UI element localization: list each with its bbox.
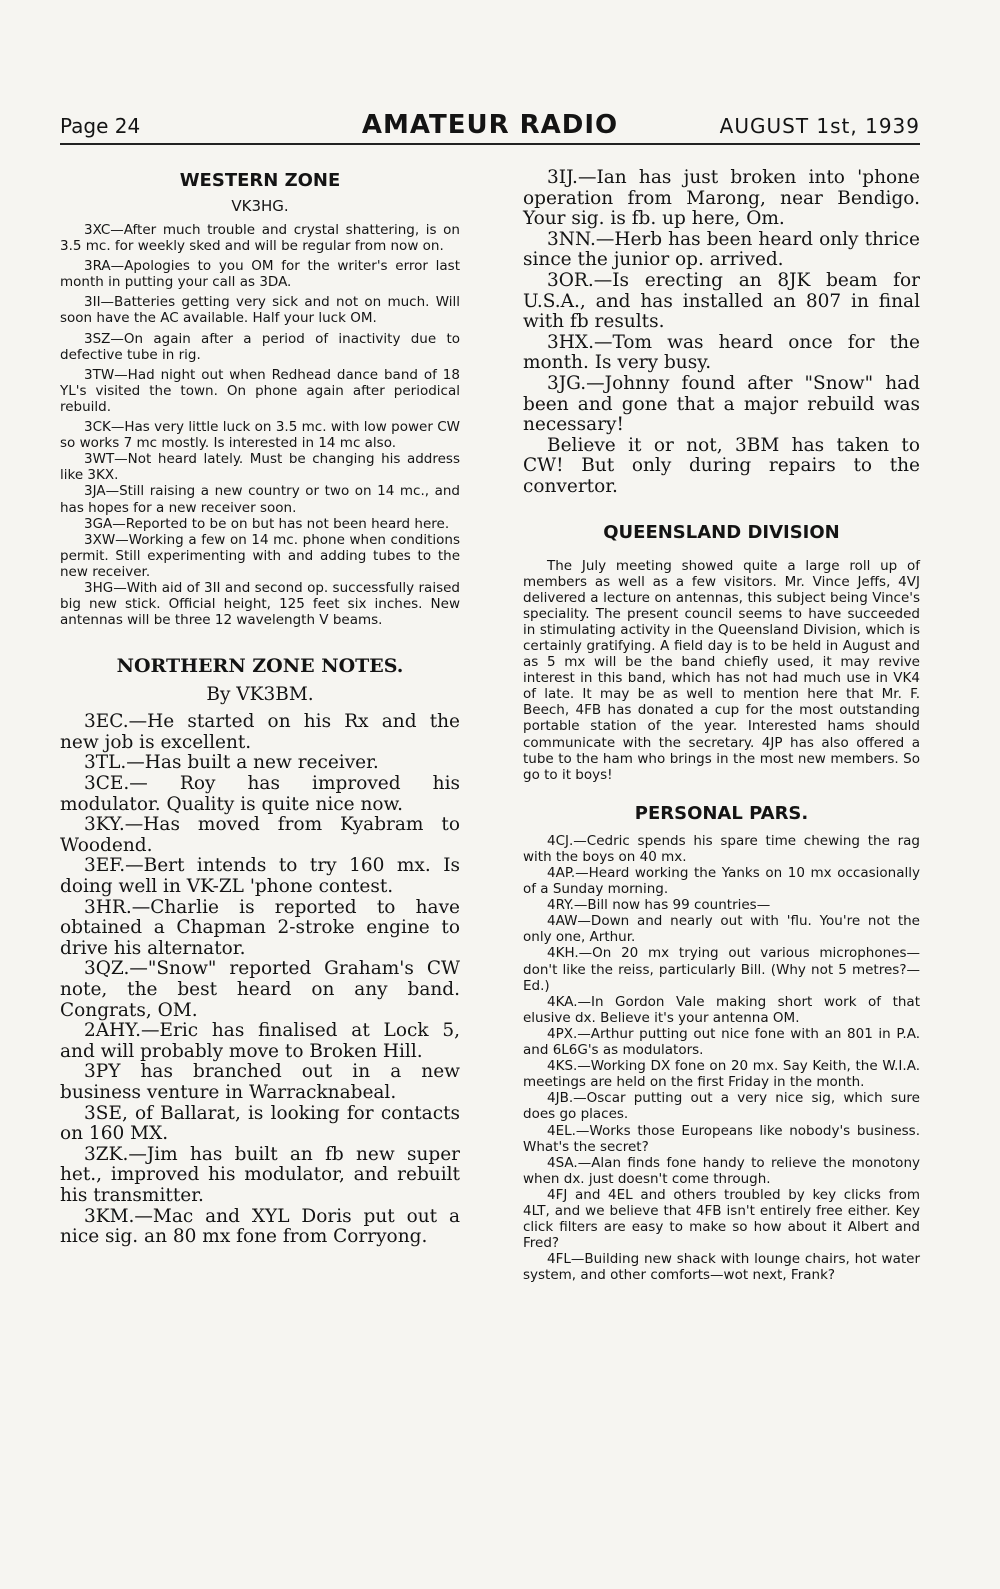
- note-paragraph: 4EL.—Works those Europeans like nobody's business. What's the secret?: [523, 1122, 920, 1155]
- note-paragraph: 3NN.—Herb has been heard only thrice since the junior op. arrived.: [523, 228, 920, 271]
- note-paragraph: 4PX.—Arthur putting out nice fone with an 801 in P.A. and 6L6G's as modulators.: [523, 1025, 920, 1059]
- note-paragraph: 3II—Batteries getting very sick and not on much. Will soon have the AC available. Half your luck OM.: [60, 294, 460, 327]
- note-paragraph: 4AW—Down and nearly out with 'flu. You're not the only one, Arthur.: [523, 913, 920, 946]
- page-header: [60, 110, 920, 142]
- note-paragraph: 4JB.—Oscar putting out a very nice sig, which sure does go places.: [523, 1090, 920, 1123]
- note-paragraph: 4RY.—Bill now has 99 countries—: [547, 897, 771, 914]
- queensland-division-body: The July meeting showed quite a large roll up of members as well as a few visitors. Mr. Vince Jeffs, 4VJ delivered a lecture on antennas, this subject being Vince's speciality. The present council seems to have succeeded in stimulating activity in the Queensland Division, which is certainly gratifying. A field day is to be held in August and as 5 mx will be the band chiefly used, it may revive interest in this band, which has not had much use in VK4 of late. It may be as well to mention here that Mr. F. Beech, 4FB has donated a cup for the most outstanding portable station of the year. Interested hams should communicate with the secretary. 4JP has also offered a tube to the ham who brings in the most new members. So go to it boys!: [523, 557, 920, 783]
- note-paragraph: 3SZ—On again after a period of inactivity due to defective tube in rig.: [60, 330, 460, 363]
- western-zone-byline: VK3HG.: [231, 197, 289, 215]
- western-zone-title: WESTERN ZONE: [179, 170, 341, 191]
- note-paragraph: 3TL.—Has built a new receiver.: [84, 752, 379, 774]
- note-paragraph: 3CE.— Roy has improved his modulator. Quality is quite nice now.: [60, 773, 460, 815]
- note-paragraph: 3OR.—Is erecting an 8JK beam for U.S.A., and has installed an 807 in final with fb results.: [523, 269, 920, 333]
- note-paragraph: 4SA.—Alan finds fone handy to relieve the monotony when dx. just doesn't come through.: [523, 1154, 920, 1187]
- note-paragraph: 4FL—Building new shack with lounge chairs, hot water system, and other comforts—wot next, Frank?: [523, 1251, 920, 1284]
- note-paragraph: 3EF.—Bert intends to try 160 mx. Is doing well in VK-ZL 'phone contest.: [60, 855, 460, 897]
- note-paragraph: 3XW—Working a few on 14 mc. phone when conditions permit. Still experimenting with and adding tubes to the new receiver.: [60, 531, 460, 580]
- note-paragraph: 3SE, of Ballarat, is looking for contacts on 160 MX.: [60, 1102, 460, 1145]
- note-paragraph: 3JG.—Johnny found after "Snow" had been and gone that a major rebuild was necessary!: [523, 372, 920, 436]
- note-paragraph: 3TW—Had night out when Redhead dance band of 18 YL's visited the town. On phone again after periodical rebuild.: [60, 366, 460, 415]
- note-paragraph: 4AP.—Heard working the Yanks on 10 mx occasionally of a Sunday morning.: [523, 865, 920, 898]
- note-paragraph: 3KM.—Mac and XYL Doris put out a nice sig. an 80 mx fone from Corryong.: [60, 1205, 460, 1248]
- western-zone-notes: [60, 222, 460, 628]
- northern-zone-section: [60, 652, 460, 1247]
- note-paragraph: 3HR.—Charlie is reported to have obtained a Chapman 2-stroke engine to drive his alternator.: [60, 896, 460, 959]
- northern-zone-byline: By VK3BM.: [206, 684, 314, 706]
- note-paragraph: 4CJ.—Cedric spends his spare time chewing the rag with the boys on 40 mx.: [523, 832, 920, 865]
- note-paragraph: 3HX.—Tom was heard once for the month. Is very busy.: [523, 331, 920, 374]
- right-column: [523, 168, 920, 1283]
- western-zone-section: [60, 168, 460, 628]
- queensland-division-title: QUEENSLAND DIVISION: [603, 521, 840, 543]
- issue-date: AUGUST 1st, 1939: [719, 114, 920, 138]
- note-paragraph: 3CK—Has very little luck on 3.5 mc. with low power CW so works 7 mc mostly. Is interested in 14 mc also.: [60, 419, 460, 452]
- note-paragraph: 3GA—Reported to be on but has not been heard here.: [84, 515, 450, 532]
- note-paragraph: 3IJ.—Ian has just broken into 'phone operation from Marong, near Bendigo. Your sig. is fb. up here, Om.: [523, 167, 920, 230]
- note-paragraph: 3KY.—Has moved from Kyabram to Woodend.: [60, 814, 460, 856]
- note-paragraph: 2AHY.—Eric has finalised at Lock 5, and will probably move to Broken Hill.: [60, 1020, 460, 1062]
- northern-zone-title: NORTHERN ZONE NOTES.: [116, 655, 404, 678]
- note-paragraph: 3EC.—He started on his Rx and the new job is excellent.: [60, 711, 460, 753]
- personal-pars-title: PERSONAL PARS.: [634, 802, 809, 824]
- page-number: Page 24: [60, 114, 141, 138]
- queensland-division-body-wrap: [523, 558, 920, 783]
- northern-zone-notes: [60, 712, 460, 1247]
- header-rule: [60, 143, 920, 145]
- note-paragraph: 4KH.—On 20 mx trying out various microphones— don't like the reiss, particularly Bill. (Why not 5 metres?—Ed.): [523, 945, 920, 994]
- note-paragraph: 3RA—Apologies to you OM for the writer's error last month in putting your call as 3DA.: [60, 258, 460, 291]
- left-column: [60, 168, 460, 1248]
- note-paragraph: 3JA—Still raising a new country or two on 14 mc., and has hopes for a new receiver soon.: [60, 483, 460, 516]
- publication-title: AMATEUR RADIO: [361, 110, 619, 140]
- note-paragraph: 4FJ and 4EL and others troubled by key clicks from 4LT, and we believe that 4FB isn't entirely free either. Key click filters are easy to make so how about it Albert and Fred?: [523, 1186, 920, 1252]
- note-paragraph: 3ZK.—Jim has built an fb new super het., improved his modulator, and rebuilt his transmitter.: [60, 1143, 460, 1206]
- note-paragraph: 3HG—With aid of 3II and second op. successfully raised big new stick. Official height, 125 feet six inches. New antennas will be three 12 wavelength V beams.: [60, 579, 460, 629]
- note-paragraph: Believe it or not, 3BM has taken to CW! But only during repairs to the convertor.: [523, 434, 920, 497]
- personal-pars-notes: [523, 833, 920, 1284]
- northern-zone-continued: [523, 168, 920, 498]
- note-paragraph: 3QZ.—"Snow" reported Graham's CW note, the best heard on any band. Congrats, OM.: [60, 958, 460, 1021]
- note-paragraph: 3WT—Not heard lately. Must be changing his address like 3KX.: [60, 451, 460, 484]
- note-paragraph: 3XC—After much trouble and crystal shattering, is on 3.5 mc. for weekly sked and will be regular from now on.: [60, 222, 460, 255]
- note-paragraph: 4KA.—In Gordon Vale making short work of that elusive dx. Believe it's your antenna OM.: [523, 993, 920, 1026]
- note-paragraph: 3PY has branched out in a new business venture in Warracknabeal.: [60, 1061, 460, 1103]
- queensland-division-section: [523, 520, 920, 783]
- note-paragraph: 4KS.—Working DX fone on 20 mx. Say Keith, the W.I.A. meetings are held on the first Friday in the month.: [523, 1058, 920, 1091]
- personal-pars-section: [523, 801, 920, 1284]
